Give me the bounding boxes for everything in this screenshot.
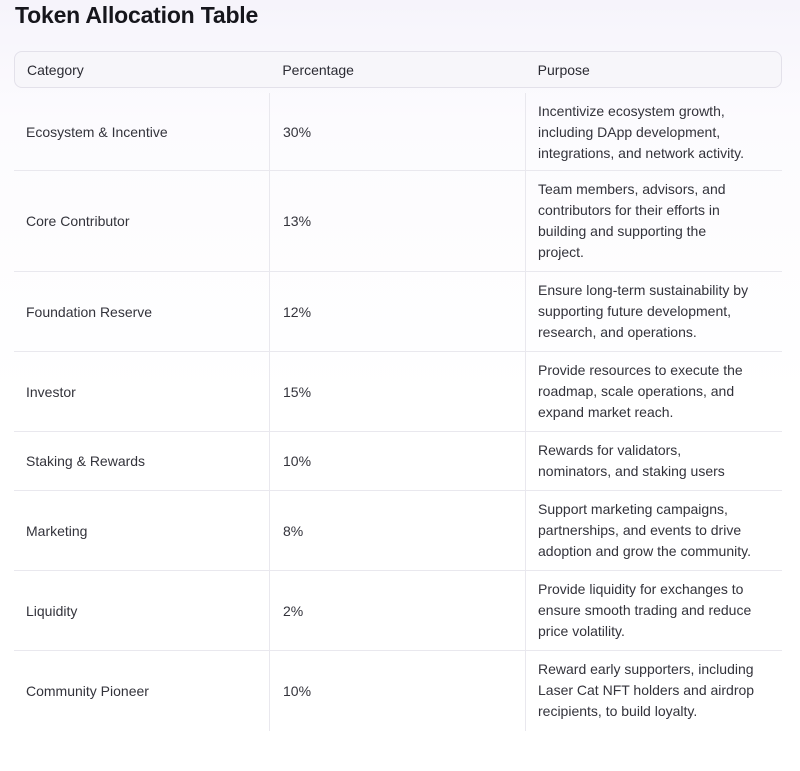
column-header-purpose: Purpose	[537, 61, 590, 78]
cell-percentage: 8%	[269, 491, 525, 570]
purpose-line: price volatility.	[538, 623, 625, 639]
cell-purpose	[525, 352, 782, 431]
cell-percentage: 13%	[269, 171, 525, 271]
purpose-line: building and supporting the	[538, 223, 707, 239]
token-allocation-table	[14, 51, 782, 731]
purpose-line: Laser Cat NFT holders and airdrop	[538, 682, 755, 698]
purpose-line: including DApp development,	[538, 124, 721, 140]
cell-category: Community Pioneer	[26, 683, 149, 699]
table-row	[14, 272, 782, 352]
purpose-line: contributors for their efforts in	[538, 202, 720, 218]
cell-category: Liquidity	[26, 602, 78, 619]
cell-purpose	[525, 171, 782, 271]
page-title: Token Allocation Table	[15, 2, 259, 28]
cell-category: Foundation Reserve	[26, 303, 153, 320]
cell-purpose	[525, 272, 782, 351]
table-row	[14, 651, 782, 731]
cell-purpose	[525, 571, 782, 650]
table-row	[14, 93, 782, 171]
purpose-line: ensure smooth trading and reduce	[538, 602, 752, 618]
purpose-line: project.	[538, 244, 584, 260]
purpose-line: Provide resources to execute the	[538, 362, 743, 378]
purpose-line: adoption and grow the community.	[538, 543, 751, 559]
table-header	[14, 51, 782, 88]
purpose-line: Rewards for validators,	[538, 442, 682, 458]
cell-category: Ecosystem & Incentive	[26, 123, 168, 140]
purpose-line: recipients, to build loyalty.	[538, 703, 698, 719]
cell-percentage: 12%	[269, 272, 525, 351]
table-row	[14, 352, 782, 432]
cell-percentage: 10%	[269, 432, 525, 490]
cell-category: Marketing	[26, 522, 88, 539]
column-header-percentage: Percentage	[282, 61, 354, 78]
purpose-line: research, and operations.	[538, 324, 697, 340]
purpose-line: Incentivize ecosystem growth,	[538, 103, 725, 119]
table-row	[14, 571, 782, 651]
cell-category: Core Contributor	[26, 213, 130, 229]
cell-purpose	[525, 651, 782, 731]
table-body	[14, 93, 782, 731]
purpose-line: integrations, and network activity.	[538, 145, 744, 161]
cell-purpose	[525, 491, 782, 570]
cell-percentage: 15%	[269, 352, 525, 431]
cell-category: Investor	[26, 383, 76, 400]
cell-percentage: 10%	[269, 651, 525, 731]
table-row	[14, 171, 782, 272]
table-row	[14, 491, 782, 571]
purpose-line: nominators, and staking users	[538, 463, 725, 479]
purpose-line: Ensure long-term sustainability by	[538, 282, 749, 298]
column-header-category: Category	[27, 61, 84, 78]
cell-percentage: 30%	[269, 93, 525, 170]
cell-percentage: 2%	[269, 571, 525, 650]
purpose-line: partnerships, and events to drive	[538, 522, 742, 538]
purpose-line: Provide liquidity for exchanges to	[538, 581, 744, 597]
purpose-line: Team members, advisors, and	[538, 181, 726, 197]
purpose-line: Reward early supporters, including	[538, 661, 754, 677]
purpose-line: expand market reach.	[538, 404, 674, 420]
purpose-line: supporting future development,	[538, 303, 732, 319]
cell-purpose	[525, 93, 782, 170]
table-row	[14, 432, 782, 491]
purpose-line: Support marketing campaigns,	[538, 501, 728, 517]
cell-category: Staking & Rewards	[26, 453, 146, 469]
cell-purpose	[525, 432, 782, 490]
purpose-line: roadmap, scale operations, and	[538, 383, 735, 399]
